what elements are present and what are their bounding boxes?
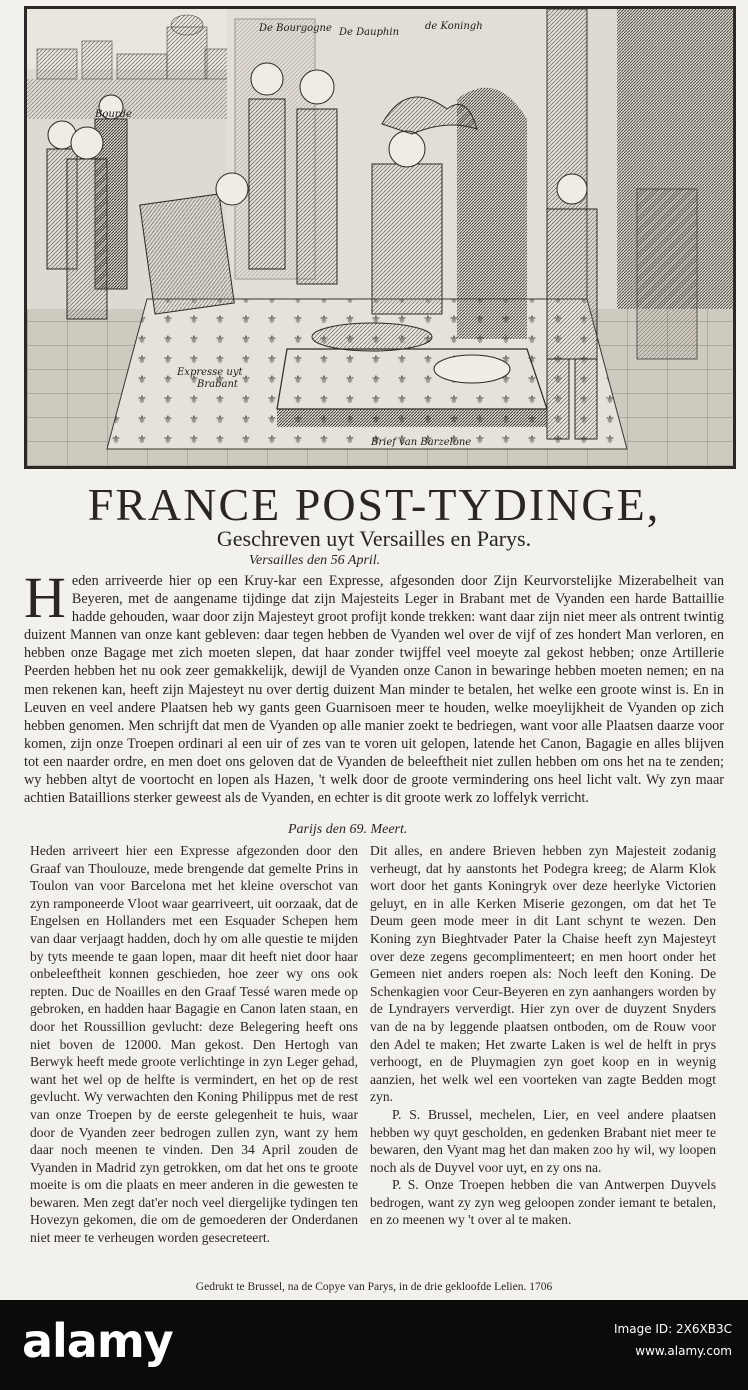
left-column: [30, 842, 358, 1247]
caption-expresse: Expresse uyt: [177, 367, 243, 378]
caption-brabant: Brabant: [197, 379, 238, 390]
watermark-strip: [0, 1300, 748, 1390]
parijs-report: Heden arriveert hier een Expresse afgezonden door den Graaf van Thoulouze, mede brengende dat gemelte Prins in Toulon van voor Barcelona met het kleine overschot van zyn ramponeerde Vloot waar gearriveert, uit oorzaak, dat de Engelsen en Hollanders met een Esquader Schepen hem van daar verjaagt hadden, doch hy om alle questie te mijden by tyts meende te gaan lopen, maar dit heeft niet door haar onbeleeftheit konnen geschieden, hoe zeer wy ons ook repten. Duc de Noailles en den Graaf Tessé waren mede op gebroken, en hadden haar Bagagie en Canon laten staan, en door het Roussillion gevlucht: deze Belegering heeft ons niet boven de 12000. Man gekost. Den Hertogh van Berwyk heeft mede groote verlichtinge in zyn Leger gehad, want het wel op de helfte is vermindert, en het op de rest gevlucht. Wy verwachten den Koning Philippus met de rest van onze Troepen by de eerste gelegenheit te huis, waar door de Vyanden zeer bedrogen zullen zyn, want zy hem daar noch meenen te vinden. Den 34 April zouden de Vyanden in Madrid zyn getrokken, om dat het ons te groote moeite is om die plaats en meer anderen in die gewesten te bewaren. Men zegt dat'er noch veel diergelijke tydingen ten Hovezyn gekomen, die om de gemoederen der Onderdanen niet meer te verheugen worden gesecreteert.: [30, 843, 358, 1246]
image-id-label: Image ID: 2X6XB3C: [614, 1322, 732, 1336]
engraving-illustration: [24, 6, 736, 469]
court-reaction: Dit alles, en andere Brieven hebben zyn Majesteit zodanig verheugt, dat hy aanstonts het Podegra kreeg; de Alarm Klok wort door het gants Koningryk over deze heerlyke Victorien geluyt, en in alle Kerken Miserie gezongen, om dat het Te Deum geen mode meer in dit Lant schynt te wezen. Den Koning zyn Bieghtvader Pater la Chaise heeft zyn Majesteyt over deze zegens gecomplimenteert; en men hoort onder het Gemeen niet anders roepen als: Noch leeft den Koning. De Schenkagien voor Ceur-Beyeren en zyn aanhangers worden by de Lyndrayers ververdigt. Hier zyn over de duyzent Snyders van de na by leggende plaatsen ontboden, om de Rouw voor den Adel te maken; Het zwarte Laken is wel de helft in prys verhoogt, en de Pluymagien zyn goet koop en in weynig aanzien, het welk wel een voorteken van zagte Bedden mogt zyn.: [370, 843, 716, 1105]
page-subtitle: Geschreven uyt Versailles en Parys.: [216, 526, 532, 551]
dateline-versailles: Versailles den 56 April.: [249, 553, 381, 568]
caption-bourgogne: De Bourgogne: [259, 23, 332, 34]
right-column: [370, 842, 716, 1229]
caption-brief: Brief van Barzelone: [371, 437, 472, 448]
site-url: www.alamy.com: [635, 1344, 732, 1358]
alamy-logo: alamy: [22, 1314, 173, 1368]
caption-dauphin: De Dauphin: [339, 27, 400, 38]
caption-bourde: Bourde: [95, 109, 132, 120]
postscript-antwerpen: P. S. Onze Troepen hebben die van Antwerpen Duyvels bedrogen, want zy zyn weg geloopen zonder iemant te betalen, en zo meenen wy 't over al te maken.: [370, 1177, 716, 1228]
dateline-parijs: Parijs den 69. Meert.: [288, 822, 408, 837]
engraving-scene: [27, 9, 733, 466]
caption-koningh: de Koningh: [425, 21, 483, 32]
page-title: FRANCE POST-TYDINGE,: [87, 479, 661, 530]
versailles-report-text: eden arriveerde hier op een Kruy-kar een Expresse, afgesonden door Zijn Keurvorstelijke Mizerabelheit van Beyeren, met de aangename tijdinge dat zijn Majesteits Leger in Brabant met de Vyanden een harde Battaillie hadde gehouden, waar door zijn Majesteyt groot profijt konde trekken: want daar zijn niet meer als ontrent twintig duizent Mannen van onze kant gebleven: daar tegen hebben de Vyanden wel over de vijf of zes hondert Man verloren, en hebben onze Bagage met zich moeten slepen, dat haar zonder twijffel veel moeyte zal gekost hebben; onze Artillerie Peerden hebben het nu ook zeer gemakkelijk, dewijl de Vyanden onze Canon in bewaringe hebben moeten nemen; en na men rekenen kan, heeft zijn Majesteyt nu over dertig duizent Man minder te betalen, het welke een groote winst is. En in Leuven en veel andere Plaatsen heb wy gants geen Guarnisoen meer te houden, welke moeylijkheit de Vyanden op zich hebben genomen. Men schrijft dat men de Vyanden op alle manier zoekt te bedriegen, want voor alle Plaatsen daarze voor komen, zijn onze Troepen ordinari al een uir of zes van te voren uit gelopen, latende het Canon, Bagagie en alles blijven tot een naarder ordre, en men doet ons geloven dat de Vyanden de beleeftheit niet zullen hebben om ons het na te zenden; wy hebben altyt de voortocht en lopen als Hazen, 't welk door de groote vermindering ons heel licht valt. Wy zyn maar achtien Bataillions sterker geweest als de Vyanden, en echter is dit groote werk zo loffelyk verricht.: [24, 573, 724, 807]
versailles-report: [24, 565, 724, 807]
printer-imprint: Gedrukt te Brussel, na de Copye van Parys, in de drie gekloofde Lelien. 1706: [195, 1281, 553, 1293]
postscript-brussel: P. S. Brussel, mechelen, Lier, en veel andere plaatsen hebben wy quyt gescholden, en gedenken Brabant niet meer te bewaren, den Vyant mag het dan maken zoo hy wil, wy loopen noch als de Duyvel voor uyt, en zy ons na.: [370, 1106, 716, 1175]
drop-cap: H: [24, 565, 66, 630]
